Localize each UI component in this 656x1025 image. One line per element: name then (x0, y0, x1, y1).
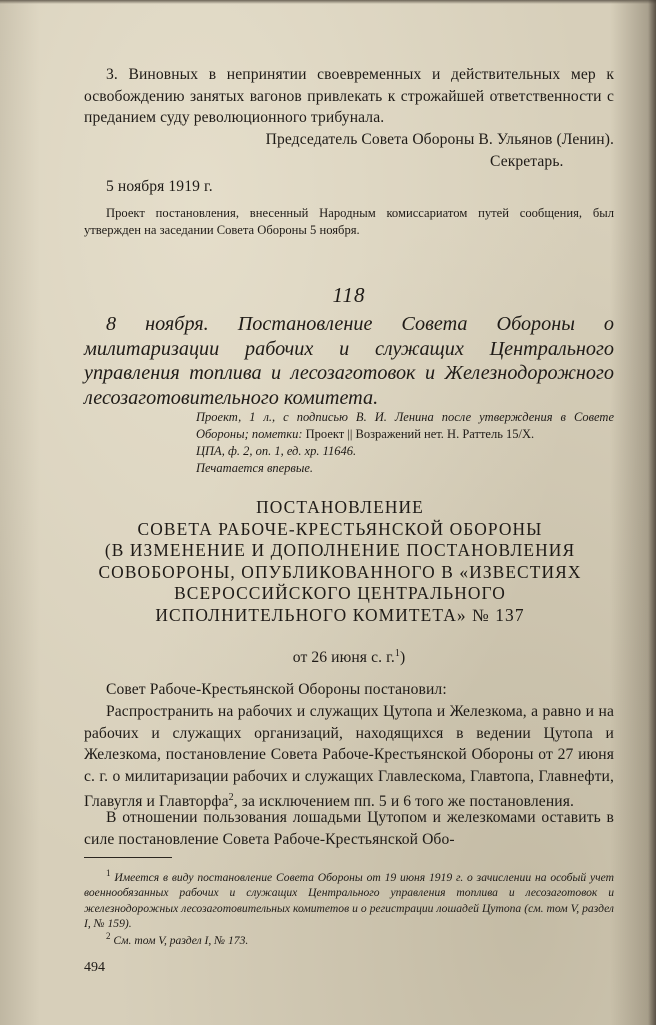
footnote-1-text: Имеется в виду постановление Совета Обороны от 19 июня 1919 г. о зачислении на особый учет военнообязанных рабочих и служащих Центрального управления топлива и лесозаготовок и железнодорожных лесозаготовительных комитетов и о регистрации лошадей Цутопа (см. том V, раздел I, № 159). (84, 870, 614, 931)
document-date: 5 ноября 1919 г. (106, 178, 213, 195)
decree-paragraph-1-text: Распространить на рабочих и служащих Цутопа и Железкома, а равно и на рабочих и служащих организаций, находящихся в ведении Цутопа и Железкома, постановление Совета Рабоче-Крестьянской Обороны от 27 июня с. г. о милитаризации рабочих и служащих Главлескома, Главтопа, Главнефти, Главугля и Главторфа (84, 703, 614, 811)
secretary-signature: Секретарь. (490, 153, 564, 170)
footnote-1 (84, 866, 614, 932)
decree-subtitle (84, 643, 614, 669)
decree-title (64, 497, 616, 626)
decree-title-line: СОВОБОРОНЫ, ОПУБЛИКОВАННОГО В «ИЗВЕСТИЯХ (98, 561, 582, 582)
document-heading: 8 ноября. Постановление Совета Обороны о милитаризации рабочих и служащих Центрального управления топлива и лесозаготовок и Железнодорожного лесозаготовительного комитета. (84, 313, 614, 409)
paragraph-3: 3. Виновных в непринятии своевременных и действительных мер к освобождению занятых вагонов привлекать к строжайшей ответственности с преданием суду революционного трибунала. (84, 66, 614, 126)
decree-subtitle-close: ) (399, 649, 406, 667)
decree-subtitle-text: от 26 июня с. г. (292, 649, 395, 667)
decree-title-line: ПОСТАНОВЛЕНИЕ (256, 497, 424, 517)
footnote-separator (84, 857, 172, 858)
source-note-marks: Проект || Возражений нет. Н. Раттель 15/Х. (305, 427, 535, 441)
decree-intro: Совет Рабоче-Крестьянской Обороны постановил: (106, 681, 447, 698)
decree-paragraph-1-tail: , за исключением пп. 5 и 6 того же постановления. (233, 793, 574, 811)
page-right-edge (648, 0, 656, 1025)
first-published-note: Печатается впервые. (196, 461, 313, 475)
source-note (196, 409, 614, 460)
footnote-ref-2: 2 (228, 792, 234, 803)
page-number: 494 (84, 960, 105, 975)
footnote-1-mark: 1 (106, 868, 111, 878)
decree-title-line: ВСЕРОССИЙСКОГО ЦЕНТРАЛЬНОГО (174, 583, 506, 603)
decree-paragraph-1 (84, 701, 614, 813)
footnote-2-mark: 2 (106, 931, 111, 941)
source-note-prefix: Проект, 1 л., с подписью В. И. Ленина после утверждения в Совете Обороны; пометки: (196, 410, 614, 441)
page-top-edge (0, 0, 656, 4)
chairman-signature: Председатель Совета Обороны В. Ульянов (Ленин). (265, 131, 614, 148)
adoption-note: Проект постановления, внесенный Народным комиссариатом путей сообщения, был утвержден на заседании Совета Обороны 5 ноября. (84, 206, 614, 237)
decree-title-line: (В ИЗМЕНЕНИЕ И ДОПОЛНЕНИЕ ПОСТАНОВЛЕНИЯ (104, 540, 576, 560)
document-number: 118 (332, 283, 366, 307)
decree-title-line: ИСПОЛНИТЕЛЬНОГО КОМИТЕТА» № 137 (155, 604, 525, 625)
decree-title-line: СОВЕТА РАБОЧЕ-КРЕСТЬЯНСКОЙ ОБОРОНЫ (137, 518, 543, 539)
decree-paragraph-2: В отношении пользования лошадьми Цутопом и железкомами оставить в силе постановление Совета Рабоче-Крестьянской Обо- (84, 809, 614, 848)
footnote-2-text: См. том V, раздел I, № 173. (113, 933, 249, 947)
footnote-2 (106, 929, 614, 948)
source-note-archive: ЦПА, ф. 2, оп. 1, ед. хр. 11646. (196, 444, 357, 458)
footnote-ref-1: 1 (394, 648, 400, 659)
